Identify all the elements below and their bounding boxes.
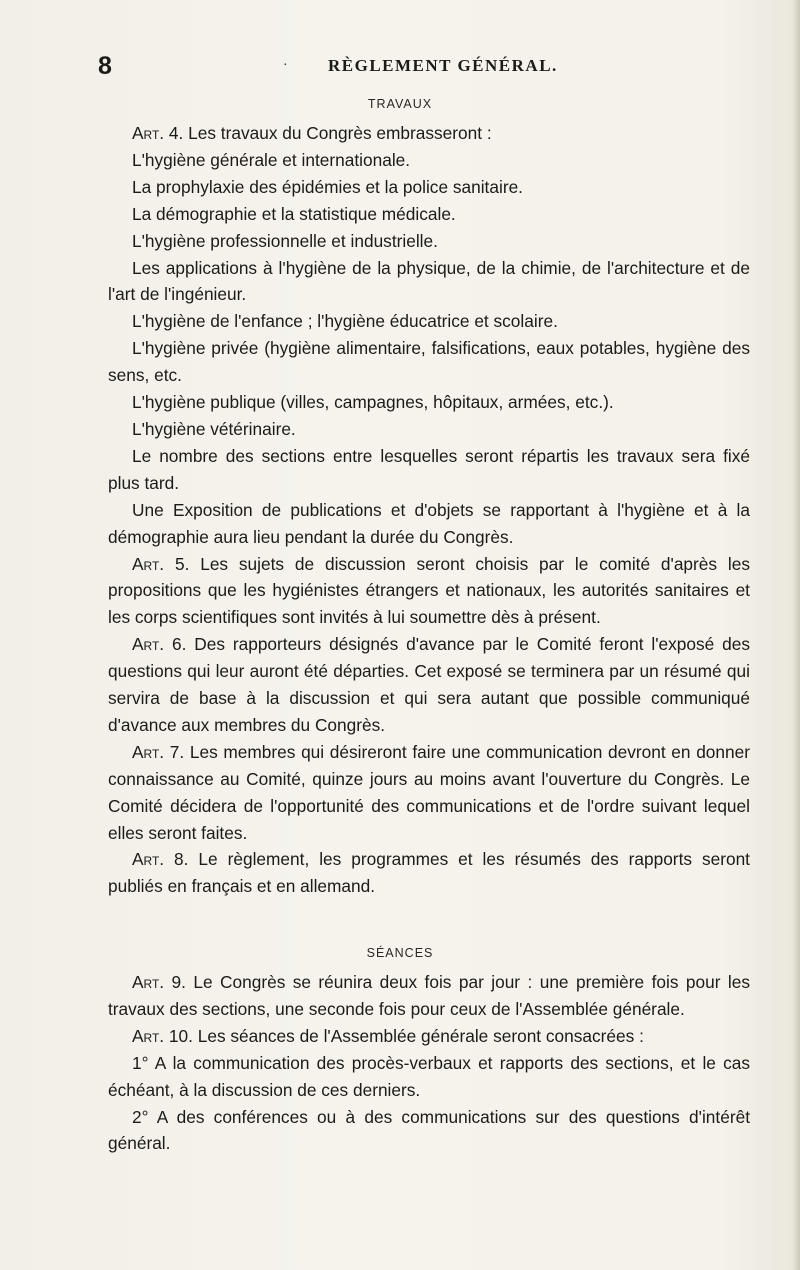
sections-note: Le nombre des sections entre lesquelles seront répartis les travaux sera fixé plus tard.	[108, 445, 750, 493]
article-5: Art. 5. Les sujets de discussion seront choisis par le comité d'après les propositions que les hygiénistes étrangers et nationaux, les autorités sanitaires et les corps scientifiques sont invités à lui soumettre dès à présent.	[108, 553, 750, 628]
article-4-intro: Art. 4. Les travaux du Congrès embrasseront :	[132, 123, 492, 143]
article-9: Art. 9. Le Congrès se réunira deux fois par jour : une première fois pour les travaux des sections, une seconde fois pour ceux de l'Assemblée générale.	[108, 972, 750, 1019]
article-10-item-2: 2° A des conférences ou à des communications sur des questions d'intérêt général.	[108, 1106, 750, 1154]
article-10: Art. 10. Les séances de l'Assemblée générale seront consacrées :	[132, 1025, 644, 1046]
topic-item: Les applications à l'hygiène de la physique, de la chimie, de l'architecture et de l'art de l'ingénieur.	[108, 257, 750, 305]
article-10-item-1: 1° A la communication des procès-verbaux et rapports des sections, et le cas échéant, à la discussion de ces derniers.	[108, 1052, 750, 1100]
article-7: Art. 7. Les membres qui désireront faire une communication devront en donner connaissance au Comité, quinze jours au moins avant l'ouverture du Congrès. Le Comité décidera de l'opportunité des communications et de l'ordre suivant lequel elles seront faites.	[108, 741, 750, 843]
article-6: Art. 6. Des rapporteurs désignés d'avance par le Comité feront l'exposé des questions qui leur auront été départies. Cet exposé se terminera par un résumé qui servira de base à la discussion et qui sera autant que possible communiqué d'avance aux membres du Congrès.	[108, 634, 750, 735]
page-edge-shadow	[792, 0, 800, 1270]
exposition-note: Une Exposition de publications et d'objets se rapportant à l'hygiène et à la démographie aura lieu pendant la durée du Congrès.	[108, 499, 750, 547]
topic-item: L'hygiène vétérinaire.	[132, 418, 296, 439]
topic-item: La prophylaxie des épidémies et la police sanitaire.	[132, 176, 523, 197]
topic-item: L'hygiène générale et internationale.	[132, 149, 411, 170]
page-header	[98, 52, 738, 82]
topic-item: L'hygiène privée (hygiène alimentaire, falsifications, eaux potables, hygiène des sens, etc.	[108, 338, 750, 386]
section-travaux-body	[108, 120, 750, 900]
running-head: RÈGLEMENT GÉNÉRAL.	[328, 56, 558, 75]
section-seances-body	[108, 969, 750, 1157]
section-title-seances: SÉANCES	[366, 946, 434, 960]
topic-item: L'hygiène professionnelle et industrielle.	[132, 230, 438, 251]
section-title-travaux: TRAVAUX	[367, 97, 433, 111]
topic-item: La démographie et la statistique médicale.	[132, 203, 456, 224]
topic-item: L'hygiène de l'enfance ; l'hygiène éducatrice et scolaire.	[132, 311, 558, 332]
page-number: 8	[98, 52, 113, 80]
header-dot: ·	[283, 58, 288, 73]
topic-item: L'hygiène publique (villes, campagnes, hôpitaux, armées, etc.).	[132, 392, 614, 413]
article-8: Art. 8. Le règlement, les programmes et les résumés des rapports seront publiés en français et en allemand.	[108, 849, 750, 897]
